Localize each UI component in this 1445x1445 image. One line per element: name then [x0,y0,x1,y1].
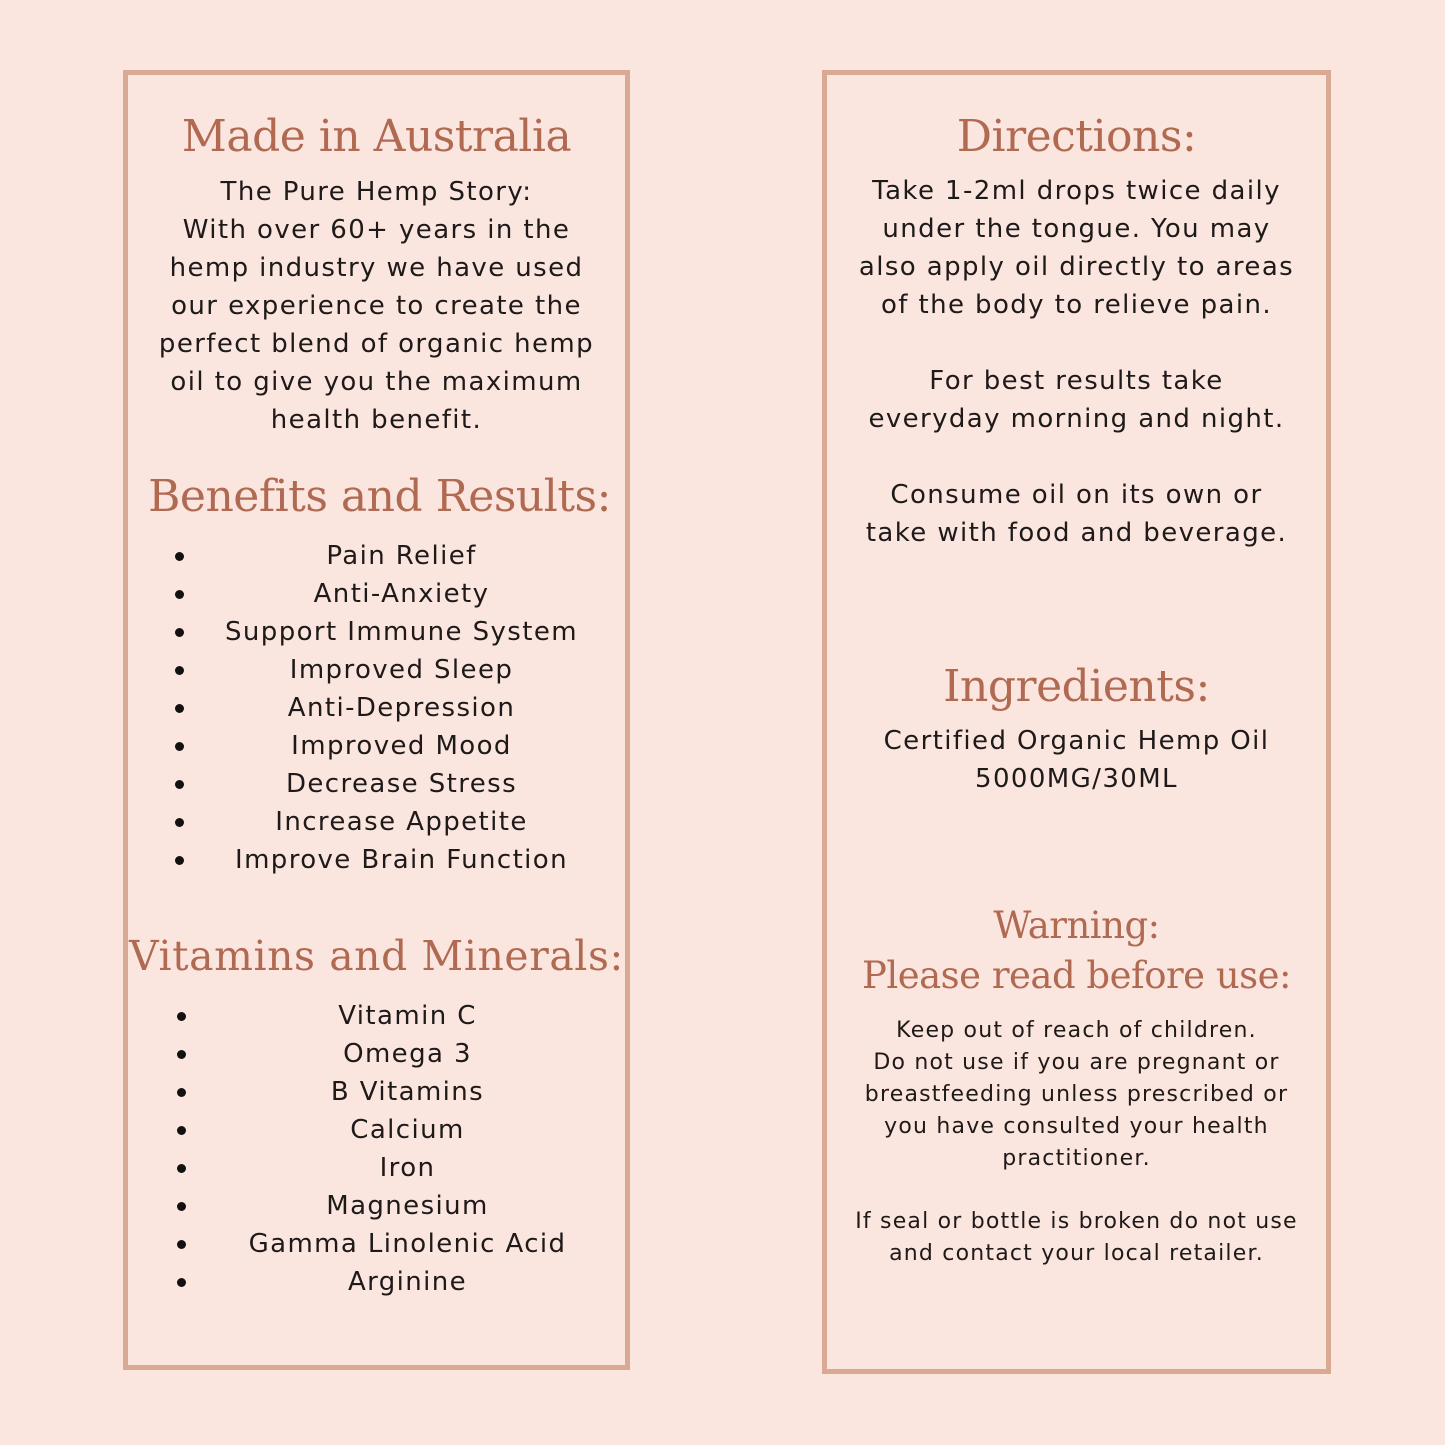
story-line: With over 60+ years in the [182,215,571,245]
list-item: Anti-Anxiety [128,575,625,613]
list-item: Support Immune System [128,613,625,651]
story-text [128,173,625,439]
ingredients-text [827,722,1326,798]
bullet-icon [175,628,184,637]
bullet-icon [175,590,184,599]
vitamins-list [128,997,625,1301]
warning-text [827,1015,1326,1175]
story-line: our experience to create the [171,291,582,321]
seal-warning-line: and contact your local retailer. [889,1241,1264,1266]
list-item: Magnesium [128,1187,625,1225]
warning-heading [827,901,1326,1001]
left-info-panel [123,70,630,1370]
directions-line: under the tongue. You may [882,214,1271,244]
warning-line: you have consulted your health [884,1114,1269,1139]
bullet-icon [177,1202,186,1211]
bullet-icon [177,1088,186,1097]
list-item: Increase Appetite [128,803,625,841]
story-line: health benefit. [270,405,483,435]
ingredients-line: 5000MG/30ML [975,764,1178,794]
warning-line: Do not use if you are pregnant or [873,1050,1280,1075]
list-item: Omega 3 [128,1035,625,1073]
bullet-icon [175,780,184,789]
story-line: oil to give you the maximum [170,367,583,397]
origin-heading: Made in Australia [181,111,572,162]
list-item: Improved Mood [128,727,625,765]
list-item: Arginine [128,1263,625,1301]
warning-title: Warning: [993,904,1160,947]
consume-line: Consume oil on its own or [890,480,1263,510]
benefits-list [128,537,625,879]
list-item: Gamma Linolenic Acid [128,1225,625,1263]
consume-line: take with food and beverage. [865,518,1288,548]
ingredients-heading: Ingredients: [943,661,1210,712]
consume-text [827,476,1326,552]
list-item: Iron [128,1149,625,1187]
seal-warning-text [827,1206,1326,1270]
best-results-text [827,362,1326,438]
bullet-icon [177,1012,186,1021]
story-line: The Pure Hemp Story: [220,177,533,207]
story-line: perfect blend of organic hemp [158,329,595,359]
bullet-icon [177,1278,186,1287]
warning-line: practitioner. [1002,1146,1151,1171]
directions-heading: Directions: [956,111,1197,162]
list-item: Vitamin C [128,997,625,1035]
list-item: B Vitamins [128,1073,625,1111]
vitamins-heading: Vitamins and Minerals: [129,932,624,980]
directions-line: also apply oil directly to areas [858,252,1295,282]
bullet-icon [175,552,184,561]
benefits-heading: Benefits and Results: [148,471,611,522]
bullet-icon [177,1126,186,1135]
bullet-icon [175,818,184,827]
list-item: Decrease Stress [128,765,625,803]
bullet-icon [177,1164,186,1173]
bullet-icon [175,704,184,713]
right-info-panel [822,70,1331,1374]
directions-line: of the body to relieve pain. [881,290,1272,320]
list-item: Anti-Depression [128,689,625,727]
bullet-icon [175,742,184,751]
best-results-line: everyday morning and night. [868,404,1285,434]
seal-warning-line: If seal or bottle is broken do not use [855,1209,1298,1234]
warning-subtitle: Please read before use: [862,954,1291,997]
best-results-line: For best results take [929,366,1224,396]
list-item: Calcium [128,1111,625,1149]
list-item: Improved Sleep [128,651,625,689]
list-item: Pain Relief [128,537,625,575]
directions-text [827,172,1326,324]
directions-line: Take 1-2ml drops twice daily [872,176,1281,206]
warning-line: Keep out of reach of children. [896,1018,1257,1043]
story-line: hemp industry we have used [169,253,584,283]
bullet-icon [175,666,184,675]
warning-line: breastfeeding unless prescribed or [864,1082,1289,1107]
bullet-icon [175,856,184,865]
ingredients-line: Certified Organic Hemp Oil [883,726,1270,756]
bullet-icon [177,1240,186,1249]
list-item: Improve Brain Function [128,841,625,879]
bullet-icon [177,1050,186,1059]
